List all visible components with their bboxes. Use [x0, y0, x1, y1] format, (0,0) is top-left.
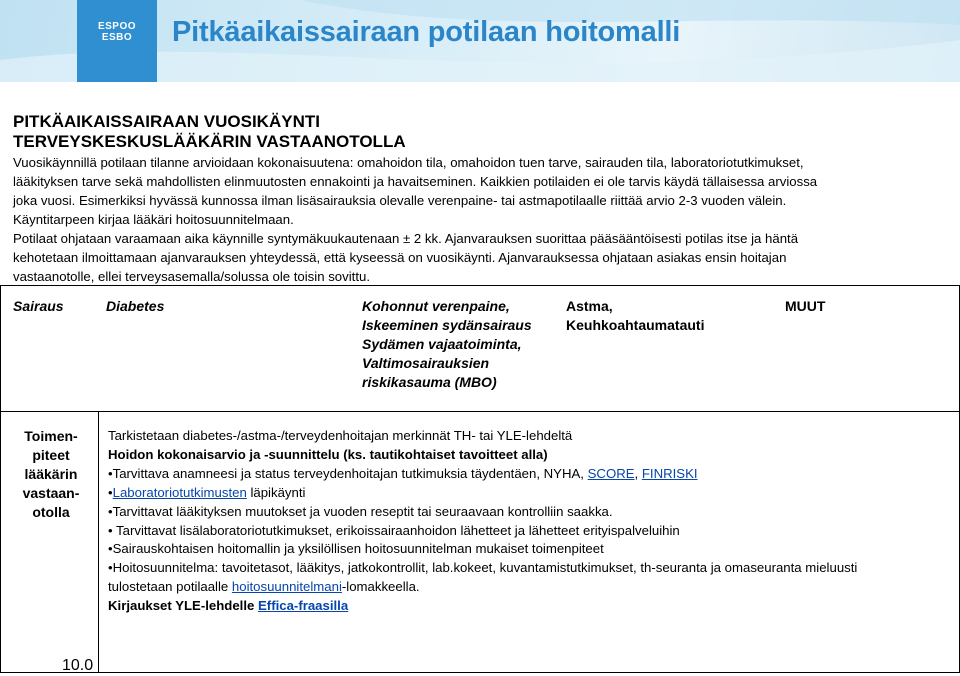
footer-date: 10.0 [62, 657, 94, 674]
intro-line: Vuosikäynnillä potilaan tilanne arvioidaan kokonaisuutena: omahoidon tila, omahoidon tuen tarve, sairauden tila, laboratoriotutkimukset, [13, 155, 804, 170]
col-header-line: Kohonnut verenpaine, [362, 298, 510, 314]
row-header-line: Toimen- [24, 428, 78, 444]
list-item: •Tarvittavat lääkityksen muutokset ja vuoden reseptit tai seuraavaan kontrolliin saakka. [108, 503, 613, 519]
list-item-text: -lomakkeella. [341, 579, 420, 595]
col-header-kohonnut-verenpaine [362, 297, 532, 392]
table-bottom-border [0, 672, 960, 673]
list-item [108, 465, 953, 484]
list-item-text: läpikäynti [246, 484, 306, 500]
score-link[interactable]: SCORE [587, 465, 635, 481]
row-header-line: otolla [32, 504, 70, 520]
heading-line-2: TERVEYSKESKUSLÄÄKÄRIN VASTAANOTOLLA [13, 132, 406, 151]
list-item [108, 484, 953, 503]
intro-line: Potilaat ohjataan varaamaan aika käynnille syntymäkuukautenaan ± 2 kk. Ajanvarauksen suorittaa pääsääntöisesti potilas itse ja häntä [13, 231, 799, 246]
table-top-border [0, 285, 960, 286]
col-header-line: Valtimosairauksien [362, 355, 490, 371]
col-header-sairaus: Sairaus [13, 298, 64, 314]
heading-line-1: PITKÄAIKAISSAIRAAN VUOSIKÄYNTI [13, 112, 320, 131]
effica-fraasilla-link[interactable]: Effica-fraasilla [258, 598, 349, 614]
intro-line: lääkityksen tarve sekä mahdollisten elinmuutosten ennakointi ja havaitseminen. Kaikkien potilaiden ei ole tarvis käydä tällaisessa arviossa [13, 174, 818, 189]
espoo-logo [77, 0, 157, 82]
col-header-line: riskikasauma (MBO) [362, 374, 497, 390]
row-header-line: lääkärin [24, 466, 78, 482]
laboratoriotutkimusten-link[interactable]: Laboratoriotutkimusten [112, 484, 247, 500]
list-item-text: , [634, 465, 642, 481]
intro-line: kehotetaan ilmoittamaan ajanvarauksen yhteydessä, että kyseessä on vuosikäynti. Ajanvarauksessa ohjataan asiakas ensin hoitajan [13, 250, 787, 265]
finriski-link[interactable]: FINRISKI [641, 465, 698, 481]
col-header-line: Sydämen vajaatoiminta, [362, 336, 522, 352]
col-header-line: Iskeeminen sydänsairaus [362, 317, 532, 333]
list-item-text: •Tarvittava anamneesi ja status terveydenhoitajan tutkimuksia täydentäen, NYHA, [108, 465, 588, 481]
col-header-astma [566, 297, 704, 335]
logo-line-espoo: ESPOO [97, 21, 137, 32]
table-left-border [0, 285, 1, 673]
measures-cell [108, 427, 953, 616]
list-item: •Sairauskohtaisen hoitomallin ja yksilöllisen hoitosuunnitelman mukaiset toimenpiteet [108, 541, 604, 557]
list-item-text: tulostetaan potilaalle [108, 579, 232, 595]
table-header-divider [0, 411, 960, 412]
intro-paragraph [13, 153, 953, 286]
list-item-text: Kirjaukset YLE-lehdelle [108, 598, 259, 614]
intro-line: joka vuosi. Esimerkiksi hyvässä kunnossa ilman lisäsairauksia olevalle verenpaine- tai astmapotilaalle riittää arvio 2-3 vuoden välein. [13, 193, 787, 208]
list-item [108, 597, 953, 616]
intro-line: vastaanotolle, ellei terveysasemalla/solussa ole toisin sovittu. [13, 269, 370, 284]
list-item: • Tarvittavat lisälaboratoriotutkimukset, erikoissairaanhoidon lähetteet ja lähetteet erityispalveluihin [108, 522, 680, 538]
list-item: •Hoitosuunnitelma: tavoitetasot, lääkitys, jatkokontrollit, lab.kokeet, kuvantamistutkimukset, th-seuranta ja omaseuranta mieluusti [108, 560, 858, 576]
hoitosuunnitelmani-link[interactable]: hoitosuunnitelmani [231, 579, 342, 595]
row-header-toimenpiteet [13, 427, 89, 522]
header-banner [0, 0, 960, 82]
col-header-diabetes: Diabetes [106, 298, 165, 314]
col-header-line: Astma, [566, 298, 613, 314]
row-header-line: piteet [32, 447, 70, 463]
col-header-muut: MUUT [785, 298, 826, 314]
list-item-text: • [108, 484, 113, 500]
table-column-divider [98, 411, 99, 673]
page-heading [13, 112, 406, 152]
list-item: Tarkistetaan diabetes-/astma-/terveydenhoitajan merkinnät TH- tai YLE-lehdeltä [108, 428, 573, 443]
banner-title: Pitkäaikaissairaan potilaan hoitomalli [172, 16, 681, 48]
row-header-line: vastaan- [22, 485, 80, 501]
intro-line: Käyntitarpeen kirjaa lääkäri hoitosuunnitelmaan. [13, 212, 294, 227]
list-item: Hoidon kokonaisarvio ja -suunnittelu (ks. tautikohtaiset tavoitteet alla) [108, 446, 548, 462]
logo-line-esbo: ESBO [101, 32, 133, 43]
col-header-line: Keuhkoahtaumatauti [566, 317, 705, 333]
list-item [108, 578, 953, 597]
